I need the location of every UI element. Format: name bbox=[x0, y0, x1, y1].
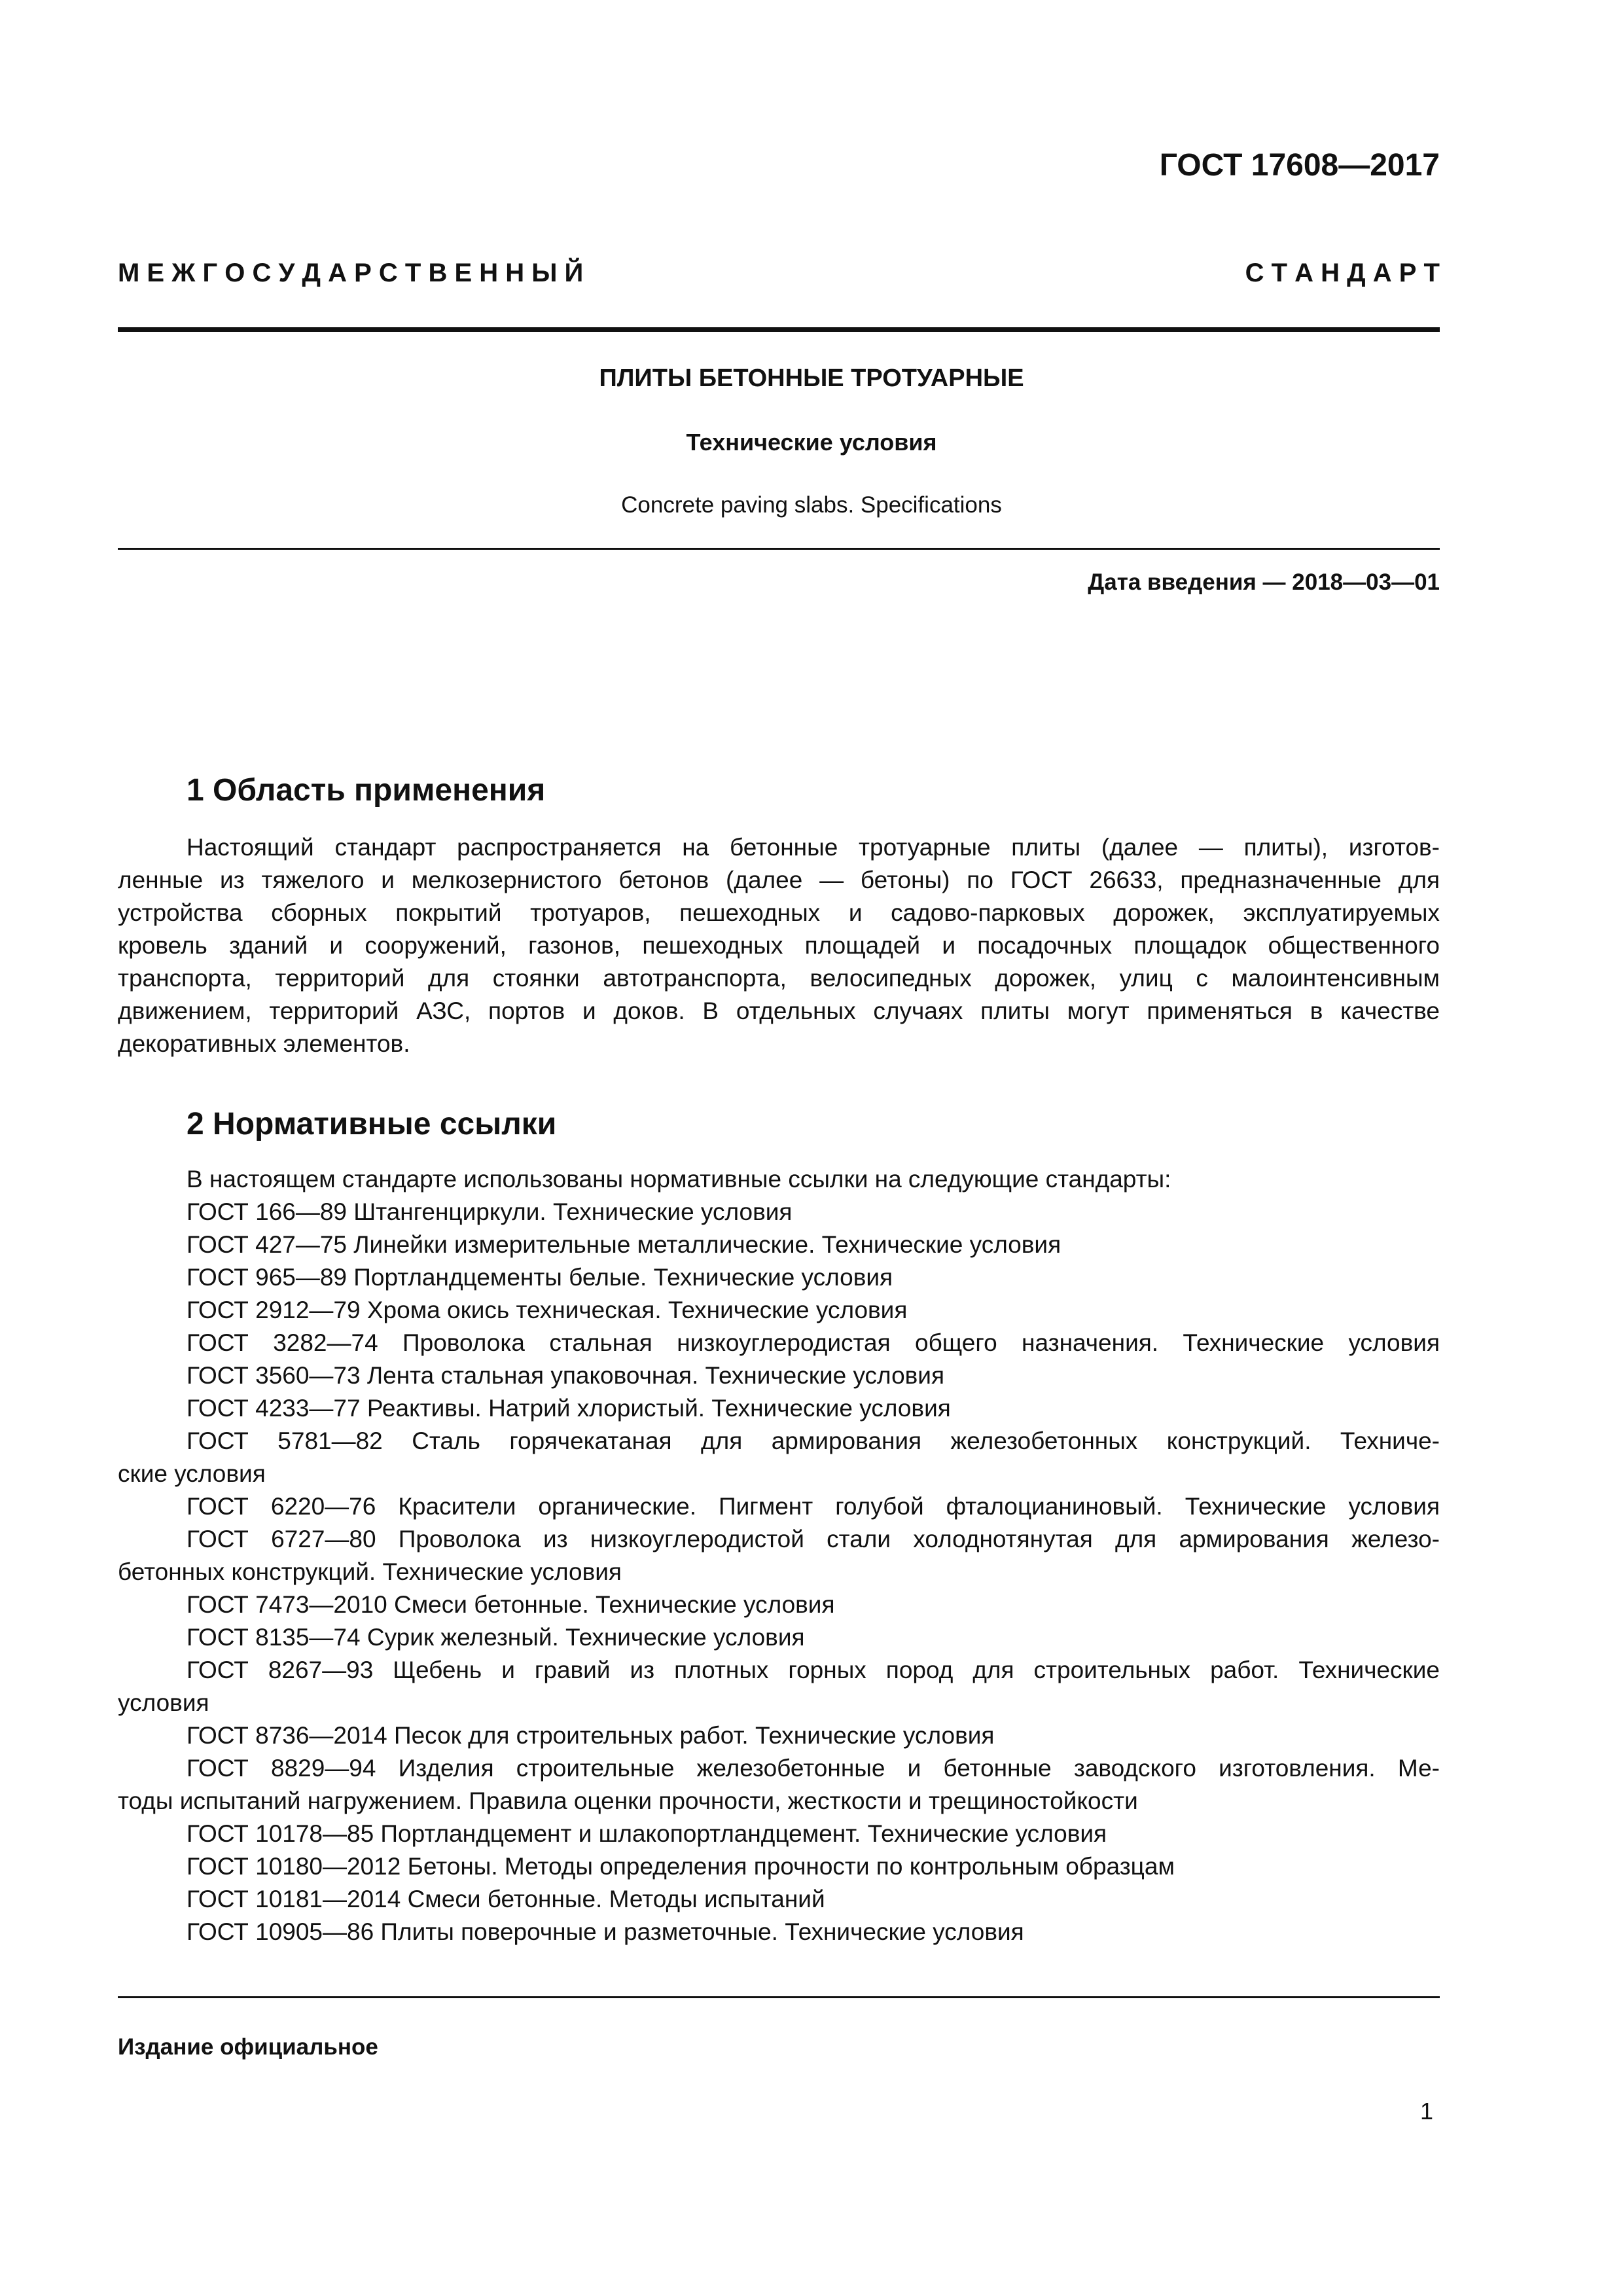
reference-item-continuation: тоды испытаний нагружением. Правила оценки прочности, жесткости и трещиностойкости bbox=[118, 1787, 1138, 1814]
reference-item: ГОСТ 8267—93 Щебень и гравий из плотных горных пород для строительных работ. Технические bbox=[187, 1657, 1440, 1683]
reference-item: ГОСТ 10905—86 Плиты поверочные и разметочные. Технические условия bbox=[187, 1918, 1024, 1945]
reference-item: ГОСТ 427—75 Линейки измерительные металлические. Технические условия bbox=[187, 1231, 1061, 1258]
section-1-heading: 1 Область применения bbox=[187, 773, 546, 808]
reference-item: ГОСТ 965—89 Портландцементы белые. Технические условия bbox=[187, 1264, 893, 1291]
reference-intro: В настоящем стандарте использованы нормативные ссылки на следующие стандарты: bbox=[187, 1166, 1171, 1193]
introduction-date: Дата введения — 2018—03—01 bbox=[1088, 569, 1440, 595]
reference-item: ГОСТ 5781—82 Сталь горячекатаная для армирования железобетонных конструкций. Техниче- bbox=[187, 1427, 1440, 1454]
banner-word-interstate: М Е Ж Г О С У Д А Р С Т В Е Н Н Ы Й bbox=[118, 259, 584, 287]
page-number: 1 bbox=[1419, 2098, 1433, 2125]
paragraph-line: Настоящий стандарт распространяется на бетонные тротуарные плиты (далее — плиты), изготов- bbox=[187, 834, 1440, 861]
reference-item: ГОСТ 3560—73 Лента стальная упаковочная. Технические условия bbox=[187, 1362, 945, 1389]
official-edition-label: Издание официальное bbox=[118, 2034, 378, 2060]
reference-item: ГОСТ 10180—2012 Бетоны. Методы определения прочности по контрольным образцам bbox=[187, 1853, 1175, 1880]
reference-item-continuation: бетонных конструкций. Технические условия bbox=[118, 1558, 622, 1585]
paragraph-line: устройства сборных покрытий тротуаров, пешеходных и садово-парковых дорожек, эксплуатируемых bbox=[118, 899, 1440, 926]
reference-item-continuation: условия bbox=[118, 1689, 209, 1716]
reference-item: ГОСТ 10178—85 Портландцемент и шлакопортландцемент. Технические условия bbox=[187, 1820, 1107, 1847]
normative-references-list bbox=[118, 1163, 1440, 1948]
section-1-paragraph bbox=[118, 831, 1440, 1060]
reference-item: ГОСТ 8829—94 Изделия строительные железобетонные и бетонные заводского изготовления. Ме- bbox=[187, 1755, 1440, 1782]
banner-word-standard: С Т А Н Д А Р Т bbox=[1245, 259, 1440, 287]
standard-code: ГОСТ 17608—2017 bbox=[1159, 148, 1440, 183]
reference-item: ГОСТ 10181—2014 Смеси бетонные. Методы испытаний bbox=[187, 1886, 825, 1912]
paragraph-line: декоративных элементов. bbox=[118, 1030, 410, 1057]
reference-item: ГОСТ 8135—74 Сурик железный. Технические условия bbox=[187, 1624, 805, 1651]
header-rule bbox=[118, 327, 1440, 332]
reference-item: ГОСТ 6220—76 Красители органические. Пигмент голубой фталоцианиновый. Технические условия bbox=[187, 1493, 1440, 1520]
reference-item: ГОСТ 2912—79 Хрома окись техническая. Технические условия bbox=[187, 1297, 908, 1323]
paragraph-line: кровель зданий и сооружений, газонов, пешеходных площадей и посадочных площадок общественного bbox=[118, 932, 1440, 959]
english-title: Concrete paving slabs. Specifications bbox=[621, 492, 1002, 518]
paragraph-line: транспорта, территорий для стоянки автотранспорта, велосипедных дорожек, улиц с малоинтенсивным bbox=[118, 965, 1440, 992]
reference-item: ГОСТ 8736—2014 Песок для строительных работ. Технические условия bbox=[187, 1722, 995, 1749]
title-rule bbox=[118, 548, 1440, 550]
section-2-heading: 2 Нормативные ссылки bbox=[187, 1107, 557, 1141]
reference-item-continuation: ские условия bbox=[118, 1460, 266, 1487]
document-subtitle: Технические условия bbox=[686, 429, 937, 456]
document-title: ПЛИТЫ БЕТОННЫЕ ТРОТУАРНЫЕ bbox=[599, 365, 1024, 392]
reference-item: ГОСТ 6727—80 Проволока из низкоуглеродистой стали холоднотянутая для армирования железо- bbox=[187, 1526, 1440, 1552]
reference-item: ГОСТ 3282—74 Проволока стальная низкоуглеродистая общего назначения. Технические условия bbox=[187, 1329, 1440, 1356]
reference-item: ГОСТ 4233—77 Реактивы. Натрий хлористый. Технические условия bbox=[187, 1395, 951, 1422]
reference-item: ГОСТ 7473—2010 Смеси бетонные. Технические условия bbox=[187, 1591, 835, 1618]
standard-type-banner bbox=[118, 259, 1440, 288]
paragraph-line: движением, территорий АЗС, портов и доков. В отдельных случаях плиты могут применяться в качестве bbox=[118, 997, 1440, 1024]
reference-item: ГОСТ 166—89 Штангенциркули. Технические условия bbox=[187, 1198, 793, 1225]
footer-rule bbox=[118, 1996, 1440, 1998]
paragraph-line: ленные из тяжелого и мелкозернистого бетонов (далее — бетоны) по ГОСТ 26633, предназначенные для bbox=[118, 867, 1440, 893]
